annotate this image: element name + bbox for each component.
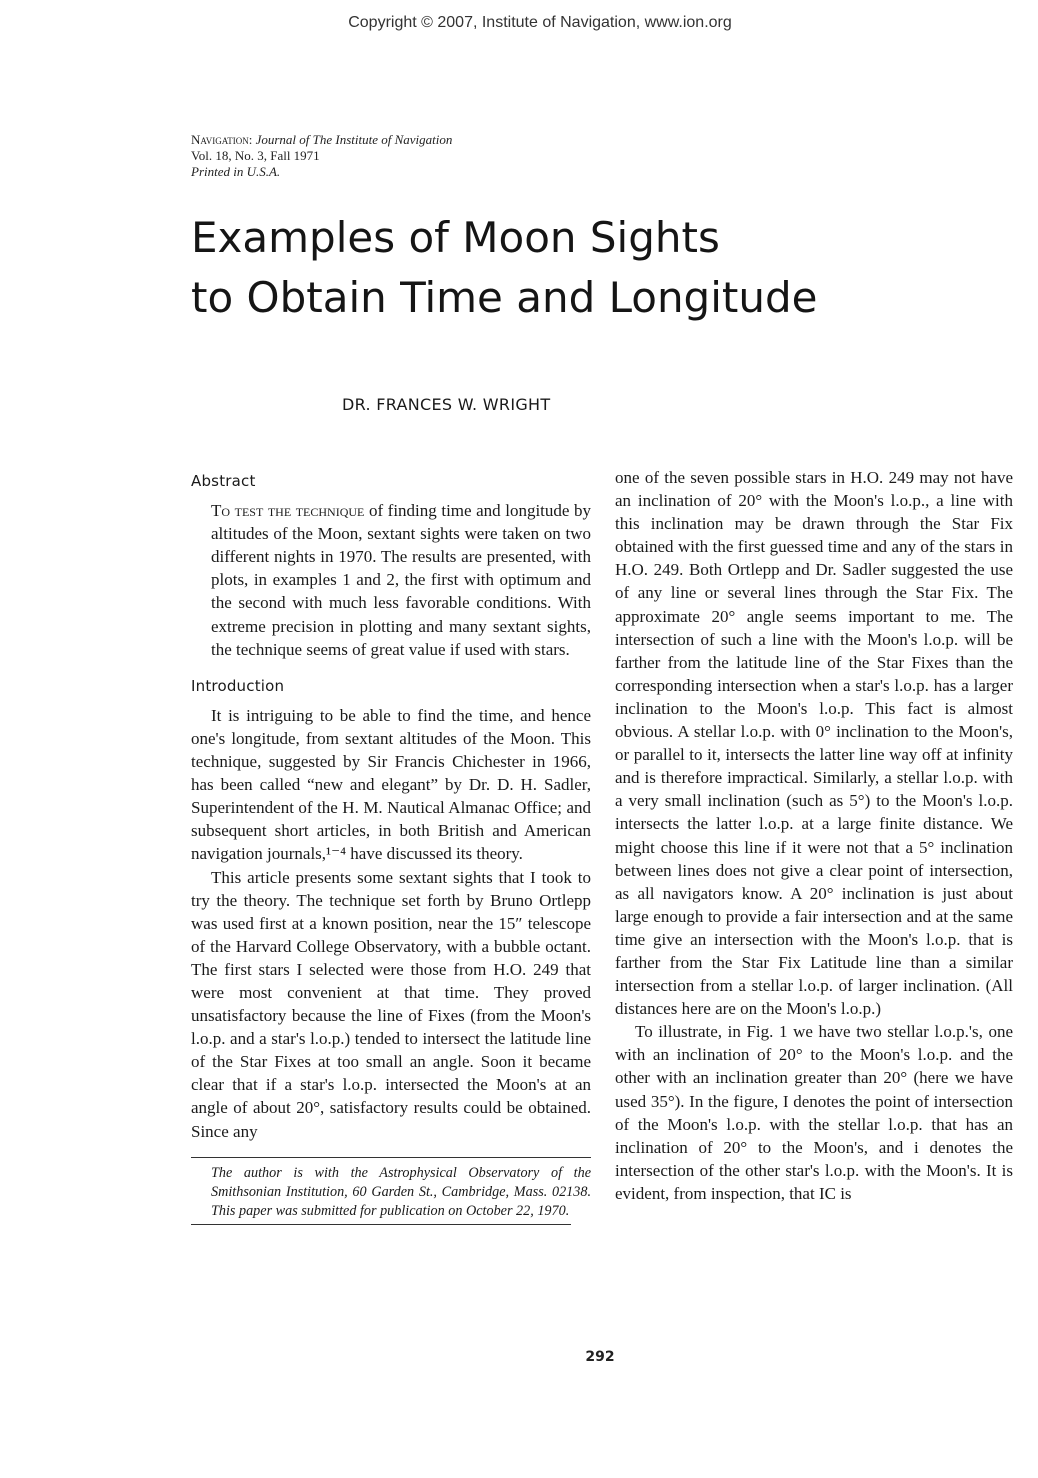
article-title [191,208,817,328]
journal-volume: Vol. 18, No. 3, Fall 1971 [191,148,320,163]
journal-printed: Printed in U.S.A. [191,164,281,179]
right-paragraph-2: To illustrate, in Fig. 1 we have two stellar l.o.p.'s, one with an inclination of 20° to the Moon's l.o.p. and the other with an inclination greater than 20° (here we have used 35°). In the figure, I denotes the point of intersection of the Moon's l.o.p. with the stellar l.o.p. that has an inclination of 20° to the Moon's, and i denotes the intersection of the other star's l.o.p. with the Moon's. It is evident, from inspection, that IC is [615,1022,1013,1203]
page-number: 292 [585,1349,615,1365]
abstract-heading: Abstract [191,472,256,490]
author-footnote: The author is with the Astrophysical Observatory of the Smithsonian Institution, 60 Garden St., Cambridge, Mass. 02138. This paper was submitted for publication on October 22, 1970. [191,1157,591,1221]
journal-name-italic: Journal of The Institute of Navigation [255,132,453,147]
right-column [615,466,1013,1205]
journal-name [191,132,452,148]
journal-info [191,132,452,180]
introduction-paragraph-2: This article presents some sextant sights that I took to try the theory. The technique set forth by Bruno Ortlepp was used first at a known position, near the 15″ telescope of the Harvard College Observatory, with a bubble octant. The first stars I selected were those from H.O. 249 that were most convenient at that time. They proved unsatisfactory because the line of Fixes (from the Moon's l.o.p. and a star's l.o.p.) tended to intersect the latitude line of the Star Fixes at too small an angle. Soon it became clear that if a star's l.o.p. intersected the Moon's at an angle of about 20°, satisfactory results could be obtained. Since any [191,867,591,1141]
article-title-line1: Examples of Moon Sights [191,213,720,262]
footnote-bottom-rule [191,1224,571,1225]
journal-name-caps: Navigation: [191,132,253,147]
left-column [191,470,591,1225]
article-author: DR. FRANCES W. WRIGHT [342,395,551,414]
introduction-heading: Introduction [191,676,285,695]
introduction-paragraph-1: It is intriguing to be able to find the time, and hence one's longitude, from sextant altitudes of the Moon. This technique, suggested by Sir Francis Chichester in 1966, has been called “new and elegant” by Dr. D. H. Sadler, Superintendent of the H. M. Nautical Almanac Office; and subsequent short articles, in both British and American navigation journals,¹⁻⁴ have discussed its theory. [191,705,591,864]
abstract-text [211,499,591,661]
abstract-body: of finding time and longitude by altitudes of the Moon, sextant sights were taken on two different nights in 1970. The results are presented, with plots, in examples 1 and 2, the first with optimum and the second with much less favorable conditions. With extreme precision in plotting and many sextant sights, the technique seems of great value if used with stars. [211,501,591,659]
abstract-lead-caps: To test the technique [211,501,365,521]
copyright-notice: Copyright © 2007, Institute of Navigation, www.ion.org [348,14,732,31]
article-title-line2: to Obtain Time and Longitude [191,273,818,322]
right-paragraph-1: one of the seven possible stars in H.O. 249 may not have an inclination of 20° with the Moon's l.o.p., a line with this inclination may be drawn through the Star Fix obtained with the first guessed time and any of the stars in H.O. 249. Both Ortlepp and Dr. Sadler suggested the use of any line or several lines through the Star Fix. The approximate 20° angle seems important to me. The intersection of such a line with the Moon's l.o.p. will be farther from the latitude line of the Star Fixes than the corresponding intersection when a star's l.o.p. has a larger inclination to the Moon's l.o.p. This fact is almost obvious. A stellar l.o.p. with 0° inclination to the Moon's, or parallel to it, intersects the latter line way off at infinity and is therefore impractical. Similarly, a stellar l.o.p. with a very small inclination (such as 5°) to the Moon's l.o.p. intersects the latter l.o.p. at a large finite distance. We might choose this line if it were not that a 5° inclination between lines does not give a clear point of intersection, as all navigators know. A 20° inclination is just about large enough to provide a fair intersection and at the same time give an intersection with the Moon's l.o.p. that is farther from the Star Fix Latitude line than a similar intersection from a stellar l.o.p. of larger inclination. (All distances here are on the Moon's l.o.p.) [615,468,1013,1019]
